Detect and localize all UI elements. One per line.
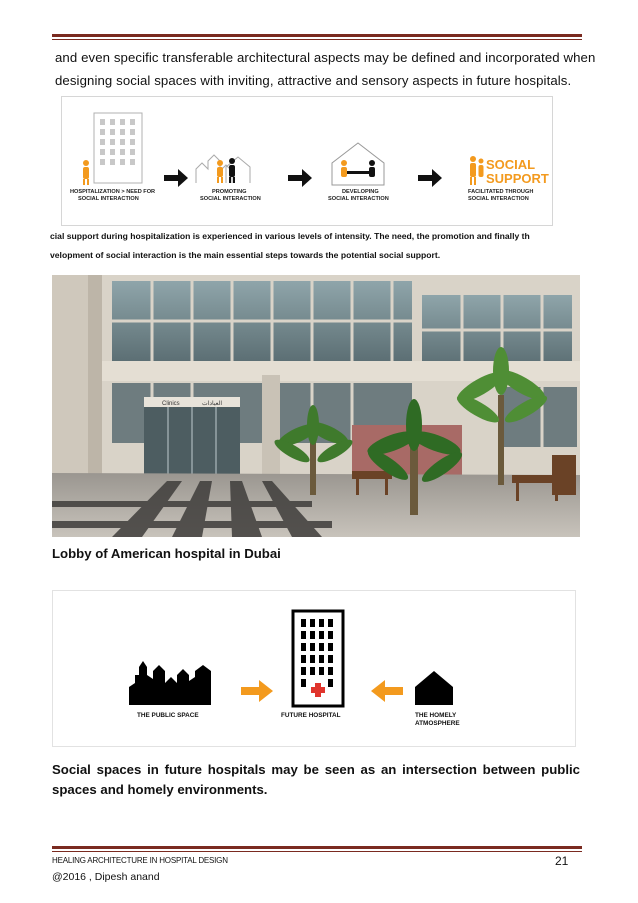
header-rule-thin [52,39,582,40]
arrow-right-icon [164,169,188,187]
photo-caption: Lobby of American hospital in Dubai [52,546,281,561]
intro-paragraph [55,46,595,92]
hospital-lobby-photo [52,275,580,537]
person-orange-icon [83,160,89,185]
diagram-caption-line-2: velopment of social interaction is the main essential steps towards the potential social support. [50,250,441,260]
lobby-photo-illustration [52,275,580,537]
footer-rule [52,846,582,849]
intersection-diagram-svg [53,591,575,746]
homely-label-2: ATMOSPHERE [415,720,460,727]
support-people-icon [470,156,484,185]
social-support-diagram-svg [62,97,552,225]
arrow-right-icon [418,169,442,187]
diagram-caption-line-1: cial support during hospitalization is experienced in various levels of intensity. The need, the promotion and finally th [50,231,530,241]
homely-label-1: THE HOMELY [415,712,457,719]
homely-house-icon [415,671,453,705]
footer-rule-thin [52,851,582,852]
intersection-diagram [52,590,576,747]
intro-line-1: and even specific transferable architectural aspects may be defined and incorporated when [55,50,596,65]
step3-line1: DEVELOPING [342,189,379,195]
step4-line1: FACILITATED THROUGH [468,189,534,195]
hospital-building-icon [94,113,142,183]
header-rule [52,34,582,37]
step2-line2: SOCIAL INTERACTION [200,196,261,202]
step2-line1: PROMOTING [212,189,247,195]
step1-line1: HOSPITALIZATION > NEED FOR [70,189,156,195]
step1-line2: SOCIAL INTERACTION [78,196,139,202]
intro-line-2: designing social spaces with inviting, attractive and sensory aspects in future hospitals. [55,73,572,88]
intersection-caption: Social spaces in future hospitals may be seen as an intersection between public spaces and homely environments. [52,762,580,797]
house-meeting-icon [332,143,384,185]
footer-author: @2016 , Dipesh anand [52,871,160,883]
clinics-sign: Clinics [162,401,180,407]
public-space-skyline-icon [129,661,211,705]
footer-title: HEALING ARCHITECTURE IN HOSPITAL DESIGN [52,856,228,865]
page-number: 21 [555,854,569,868]
social-support-title-1: SOCIAL [486,157,536,172]
person-orange-icon [217,160,223,183]
step3-line2: SOCIAL INTERACTION [328,196,389,202]
step4-line2: SOCIAL INTERACTION [468,196,529,202]
clinics-sign-arabic: العيادات [202,401,223,407]
public-space-label: THE PUBLIC SPACE [137,712,199,719]
social-support-diagram [61,96,553,226]
future-hospital-icon [293,611,343,706]
social-support-title-2: SUPPORT [486,171,549,186]
arrow-left-orange-icon [371,680,403,702]
arrow-right-icon [288,169,312,187]
future-hospital-label: FUTURE HOSPITAL [281,712,341,719]
arrow-right-orange-icon [241,680,273,702]
